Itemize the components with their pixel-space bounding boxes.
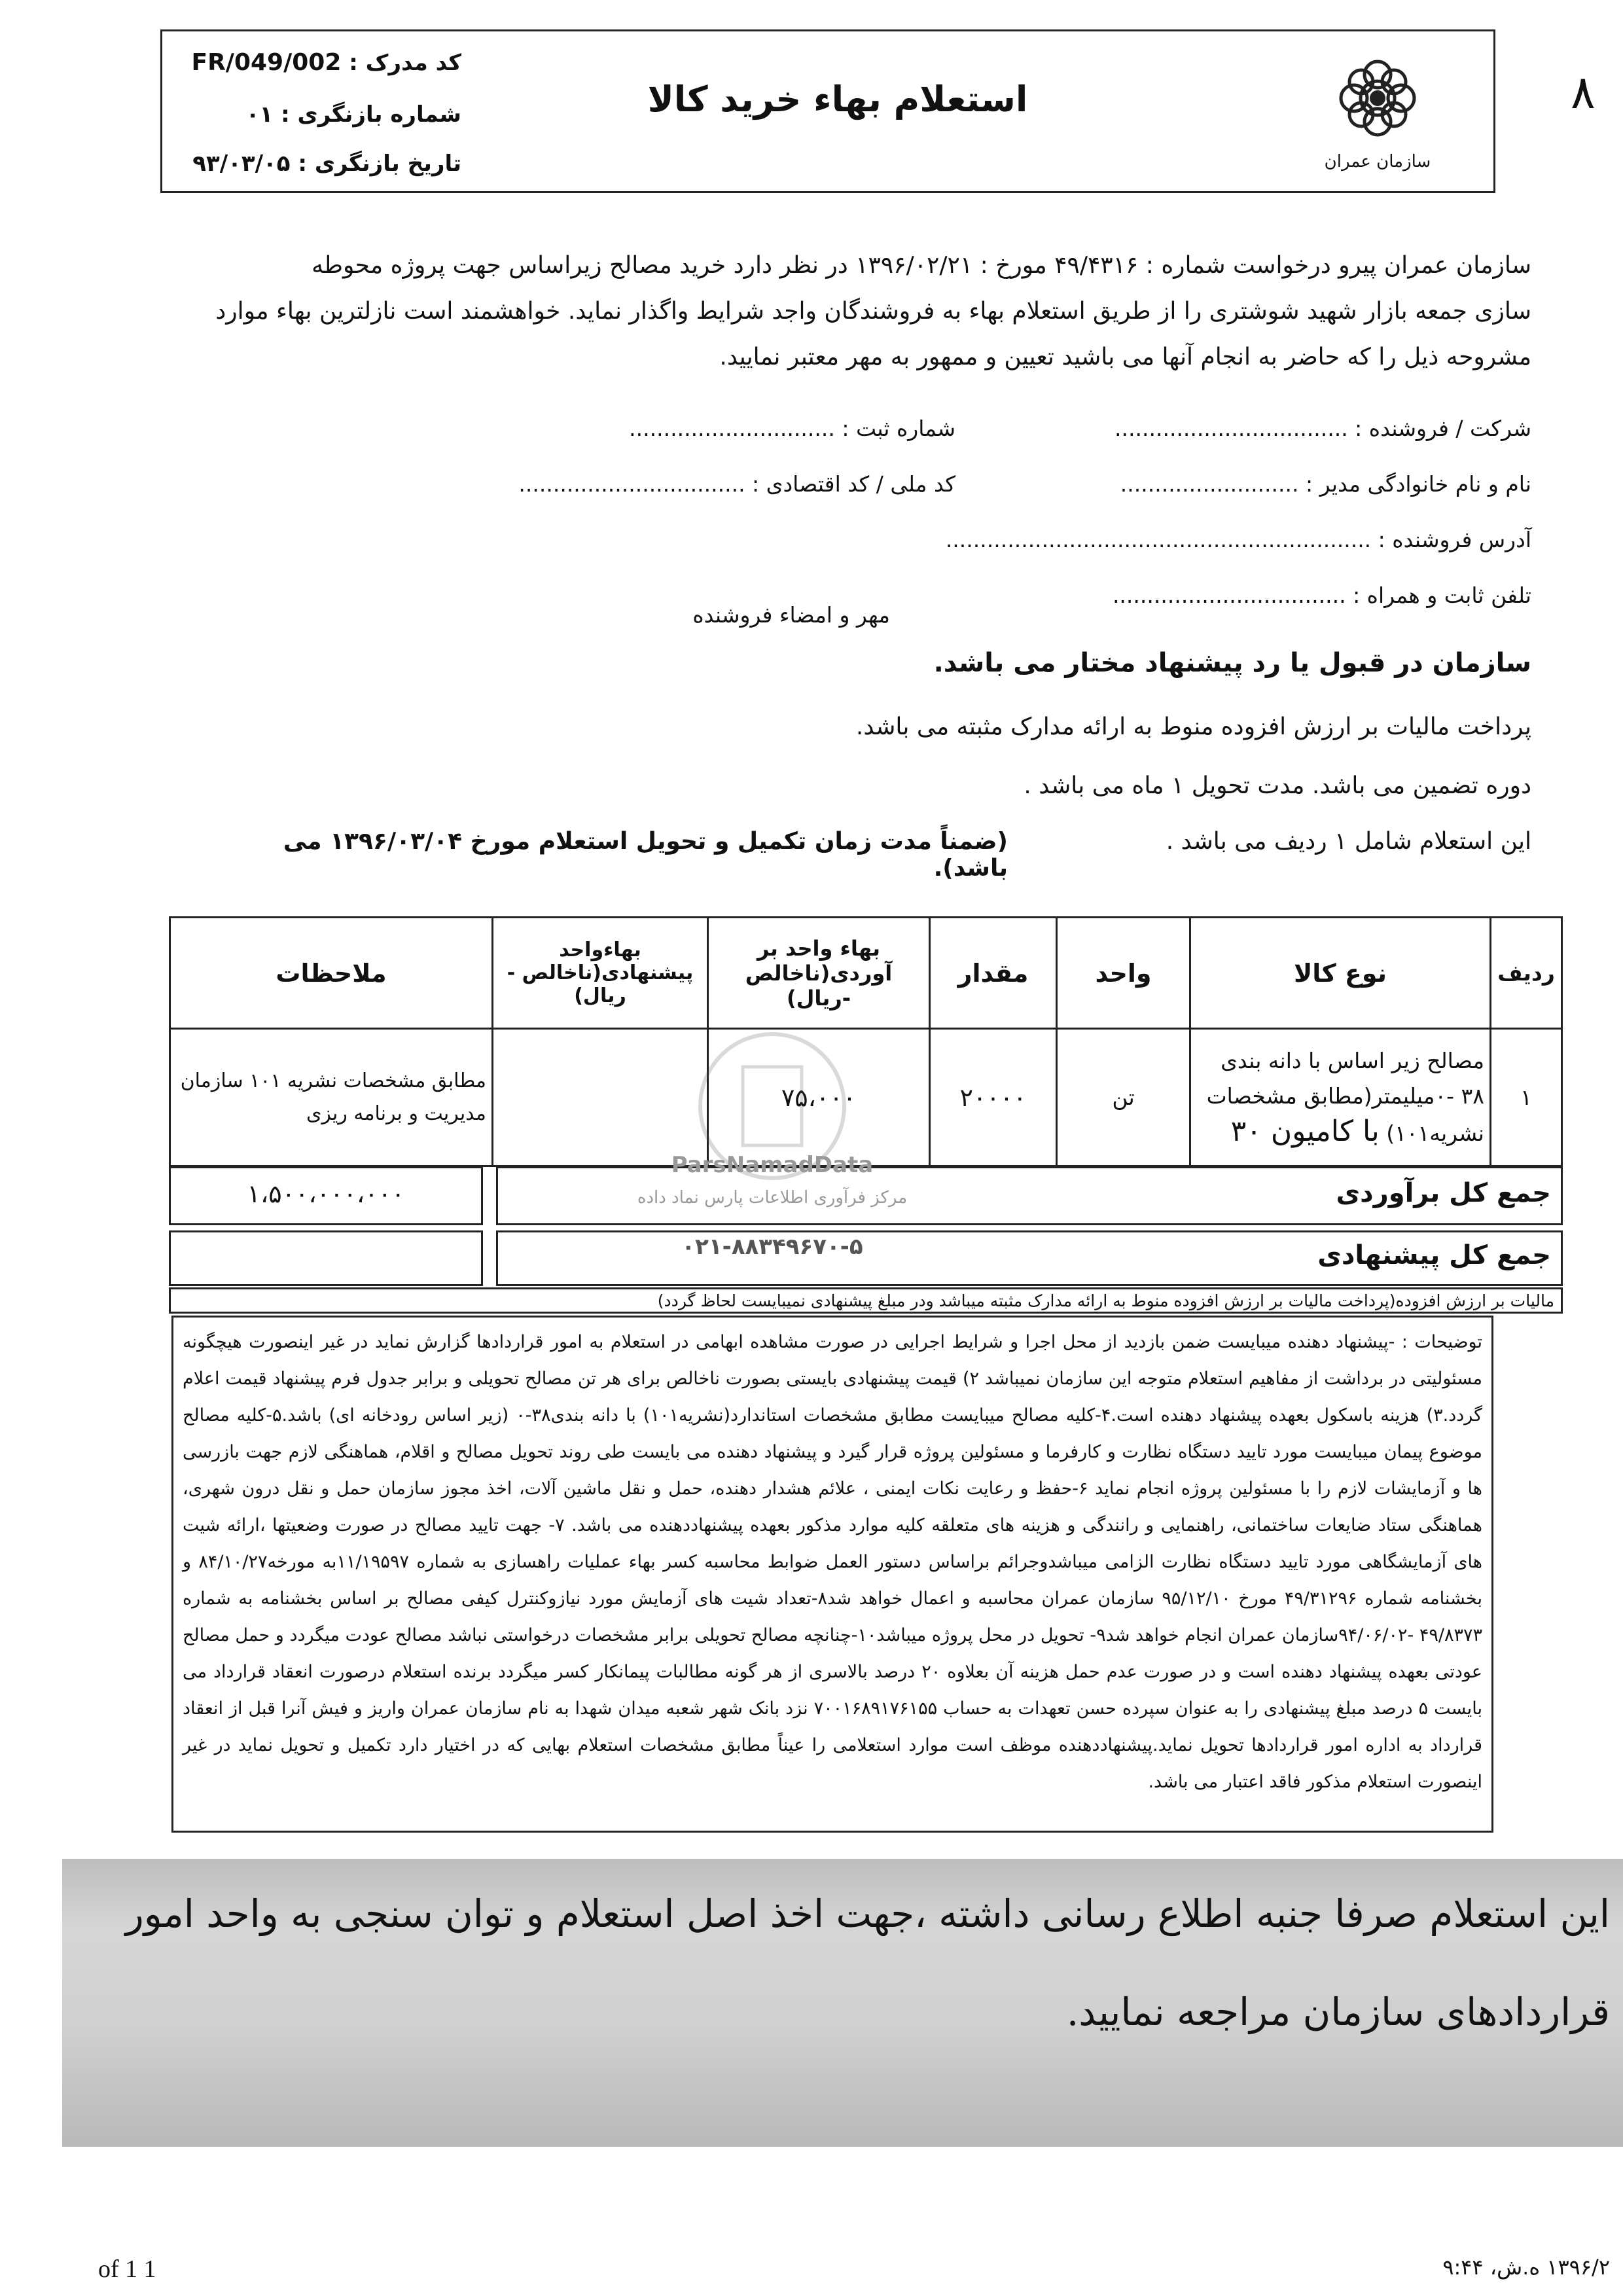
national-id-field: کد ملی / کد اقتصادی : ................................. <box>518 471 955 497</box>
phone-field: تلفن ثابت و همراه : .................................. <box>1112 583 1531 608</box>
doc-code-value: FR/049/002 <box>191 49 342 76</box>
deadline-note: (ضمناً مدت زمان تکمیل و تحویل استعلام مورخ ۱۳۹۶/۰۳/۰۴ می باشد). <box>283 828 1008 882</box>
fax-timestamp: ۱۳۹۶/۲ ه.ش، ۹:۴۴ <box>1442 2255 1610 2280</box>
watermark-phone: ۰۲۱-۸۸۳۴۹۶۷۰-۵ <box>681 1234 863 1260</box>
cell-unit: تن <box>1057 1029 1190 1166</box>
offer-total-value-box <box>169 1230 483 1286</box>
intro-line-1: سازمان عمران پیرو درخواست شماره : ۴۹/۴۳۱۶ مورخ : ۱۳۹۶/۰۲/۲۱ در نظر دارد خرید مصالح زیراساس جهت پروژه محوطه <box>312 252 1531 279</box>
col-item: نوع کالا <box>1190 918 1491 1029</box>
revision-date: تاریخ بازنگری : ۹۳/۰۳/۰۵ <box>192 151 461 177</box>
estimate-total-label: جمع کل برآوردی <box>1336 1178 1551 1208</box>
cell-est-price: ۷۵،۰۰۰ <box>708 1029 930 1166</box>
cell-qty: ۲۰۰۰۰ <box>930 1029 1057 1166</box>
warranty-delivery: دوره تضمین می باشد. مدت تحویل ۱ ماه می باشد . <box>1024 772 1531 799</box>
registration-field: شماره ثبت : .............................. <box>629 416 955 441</box>
accept-reject-note: سازمان در قبول یا رد پیشنهاد مختار می باشد. <box>933 648 1531 678</box>
vat-condition: پرداخت مالیات بر ارزش افزوده منوط به ارائه مدارک مثبته می باشد. <box>855 713 1531 740</box>
info-stamp-line-1: این استعلام صرفا جنبه اطلاع رسانی داشته ،جهت اخذ اصل استعلام و توان سنجی به واحد امور <box>125 1892 1610 1936</box>
cell-item-handwritten: با کامیون ۳۰ <box>1230 1115 1380 1148</box>
seller-seal: مهر و امضاء فروشنده <box>692 602 890 628</box>
cell-remarks: مطابق مشخصات نشریه ۱۰۱ سازمان مدیریت و برنامه ریزی <box>170 1029 493 1166</box>
margin-note: ۸ <box>1571 65 1596 119</box>
col-remarks: ملاحظات <box>170 918 493 1029</box>
vat-note: مالیات بر ارزش افزوده(پرداخت مالیات بر ارزش افزوده منوط به ارائه مدارک مثبته میباشد ودر مبلغ پیشنهادی نمیبایست لحاظ گردد) <box>169 1287 1563 1314</box>
revision-number: شماره بازنگری : ۰۱ <box>245 101 461 128</box>
rows-count: این استعلام شامل ۱ ردیف می باشد . <box>1166 828 1531 855</box>
address-field: آدرس فروشنده : .............................................................. <box>945 527 1531 552</box>
offer-total-label: جمع کل پیشنهادی <box>1317 1240 1551 1270</box>
intro-line-3: مشروحه ذیل را که حاضر به انجام آنها می باشید تعیین و ممهور به مهر معتبر نمایید. <box>719 344 1531 370</box>
watermark-brand: ParsNamadData <box>671 1152 874 1178</box>
cell-item-text: مصالح زیر اساس با دانه بندی ۳۸ -۰میلیمتر(مطابق مشخصات نشریه۱۰۱) <box>1206 1048 1484 1146</box>
page-number: of 1 1 <box>98 2255 156 2283</box>
estimate-total-value: ۱،۵۰۰،۰۰۰،۰۰۰ <box>247 1179 405 1208</box>
col-unit: واحد <box>1057 918 1190 1029</box>
table-header-row <box>170 918 1562 1029</box>
manager-field: نام و نام خانوادگی مدیر : .......................... <box>1120 471 1531 497</box>
cell-item <box>1190 1029 1491 1166</box>
watermark-line: مرکز فرآوری اطلاعات پارس نماد داده <box>637 1188 908 1208</box>
col-est-price: بهاء واحد بر آوردی(ناخالص -ریال) <box>708 918 930 1029</box>
doc-code <box>173 49 461 76</box>
col-offer-price: بهاءواحد پیشنهادی(ناخالص - ریال) <box>493 918 708 1029</box>
page-title: استعلام بهاء خرید کالا <box>647 79 1028 120</box>
col-qty: مقدار <box>930 918 1057 1029</box>
intro-line-2: سازی جمعه بازار شهید شوشتری را از طریق استعلام بهاء به فروشندگان واجد شرایط واگذار نماید. خواهشمند است نازلترین بهاء موارد <box>215 298 1531 325</box>
info-stamp-line-2: قراردادهای سازمان مراجعه نمایید. <box>1066 1990 1610 2034</box>
notes-box: توضیحات : -پیشنهاد دهنده میبایست ضمن بازدید از محل اجرا و شرایط اجرایی در صورت مشاهده ابهامی در استعلام به امور قراردادها گزارش نماید در غیر اینصورت هیچگونه مسئولیتی در برداشت از مفاهیم استعلام متوجه این سازمان نمیباشد ۲) قیمت پیشنهادی بایستی بصورت ناخالص برای هر تن مصالح تحویلی و برابر جدول فرم پیشنهاد قیمت اعلام گردد.۳) هزینه باسکول بعهده پیشنهاد دهنده است.۴-کلیه مصالح میبایست مطابق مشخصات استاندارد(نشریه۱۰۱) با دانه بندی۳۸-۰ (زیر اساس رودخانه ای) باشد.۵-کلیه مصالح موضوع پیمان میبایست مورد تایید دستگاه نظارت و کارفرما و مسئولین پروژه قرار گیرد و پیشنهاد دهنده می بایست طی روند تحویل مصالح و اقلام، هماهنگی لازم جهت بازرسی ها و آزمایشات لازم را با مسئولین پروژه انجام نماید ۶-حفظ و رعایت نکات ایمنی ، علائم هشدار دهنده، حمل و نقل ماشین آلات، اخذ مجوز سازمان حمل و نقل درون شهری، هماهنگی ستاد ضایعات ساختمانی، راهنمایی و رانندگی و هزینه های متعلقه کلیه موارد مذکور بعهده پیشنهاددهنده می باشد. ۷- جهت تایید مصالح در صورت وضعیتها ،ارائه شیت های آزمایشگاهی مورد تایید دستگاه نظارت الزامی میباشدوجرائم براساس دستور العمل ضوابط محاسبه کسر بهاء عملیات راهسازی به شماره ۱۱/۱۹۵۹۷به مورخه۸۴/۱۰/۲۷ و بخشنامه شماره ۴۹/۳۱۲۹۶ مورخ ۹۵/۱۲/۱۰ سازمان عمران محاسبه و اعمال خواهد شد۸-تعداد شیت های آزمایش مورد نیازوکنترل کیفی مصالح بر اساس بخشنامه به شماره ۴۹/۸۳۷۳ -۹۴/۰۶/۰۲سازمان عمران انجام خواهد شد۹- تحویل در محل پروژه میباشد۱۰-چنانچه مصالح تحویلی برابر مشخصات درخواستی نباشد مصالح عودت میگردد و حمل مصالح عودتی بعهده پیشنهاد دهنده است و در صورت عدم حمل هزینه آن بعلاوه ۲۰ درصد بالاسری از هر گونه مطالبات پیمانکار کسر میگردد برنده استعلام درصورت انعقاد قرارداد می بایست ۵ درصد مبلغ پیشنهادی را به عنوان سپرده حسن تعهدات به حساب ۷۰۰۱۶۸۹۱۷۶۱۵۵ نزد بانک شهر شعبه میدان شهدا به نام سازمان عمران واریز و فیش آنرا قبل از انعقاد قرارداد به اداره امور قراردادها تحویل نماید.پیشنهاددهنده موظف است موارد استعلامی را عیناً مطابق مشخصات استعلام بهایی که در اختیار دارد تکمیل و تحویل نماید در غیر اینصورت استعلام مذکور فاقد اعتبار می باشد. <box>171 1316 1493 1833</box>
cell-row: ۱ <box>1491 1029 1562 1166</box>
col-row: ردیف <box>1491 918 1562 1029</box>
org-logo-text: سازمان عمران <box>1324 152 1431 171</box>
company-field: شرکت / فروشنده : .................................. <box>1115 416 1531 441</box>
doc-code-label: کد مدرک : <box>349 50 461 76</box>
